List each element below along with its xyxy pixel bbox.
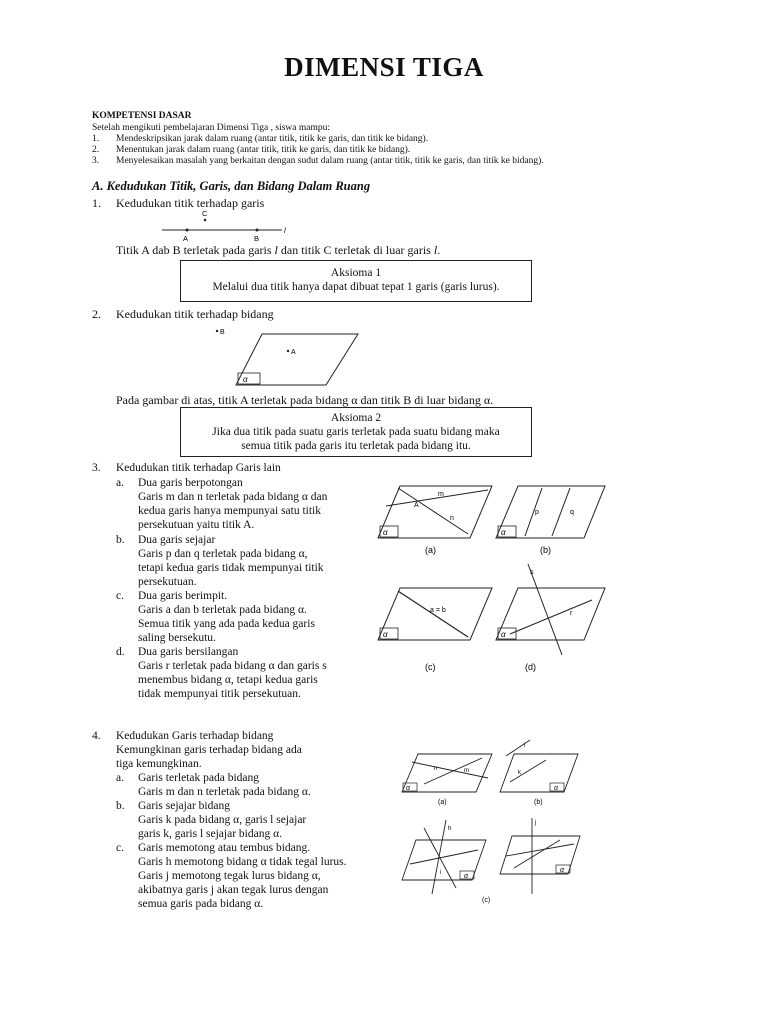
svg-text:(c): (c) (482, 897, 491, 904)
aksioma-2-title: Aksioma 2 (330, 412, 382, 424)
item-4-intro: Kemungkinan garis terhadap bidang ada (116, 744, 302, 756)
svg-text:i: i (440, 870, 442, 876)
label-c: C (202, 209, 208, 218)
svg-text:p: p (535, 509, 539, 516)
aksioma-2-line: semua titik pada garis itu terletak pada bidang itu. (241, 440, 471, 452)
item-2-num: 2. (92, 307, 101, 321)
figure-3a (378, 486, 492, 555)
kd-heading: KOMPETENSI DASAR (92, 111, 192, 121)
svg-text:A: A (414, 502, 419, 509)
kd-intro: Setelah mengikuti pembelajaran Dimensi Tiga , siswa mampu: (92, 123, 330, 133)
item-3a-title: Dua garis berpotongan (138, 477, 243, 489)
item-3c-line: saling bersekutu. (138, 632, 216, 644)
figure-3d (496, 564, 605, 672)
figure-4a (402, 754, 492, 806)
svg-text:α: α (501, 528, 506, 537)
kd-item-num: 3. (92, 156, 100, 166)
aksioma-1-title: Aksioma 1 (330, 267, 382, 279)
item-3d-line: tidak mempunyai titik persekutuan. (138, 688, 301, 700)
label-a: A (183, 234, 189, 243)
item-4c-line: akibatnya garis j akan tegak lurus dengan (138, 884, 329, 896)
item-3c-letter: c. (116, 590, 124, 602)
figure-4c (402, 818, 580, 904)
item-3d-line: menembus bidang α, tetapi kedua garis (138, 674, 318, 686)
label-b: B (220, 329, 225, 336)
svg-text:α: α (406, 785, 410, 792)
point-line-figure (160, 205, 290, 245)
figure-4b (500, 740, 578, 806)
svg-text:(a): (a) (438, 799, 447, 806)
item-4-intro: tiga kemungkinan. (116, 758, 202, 770)
svg-text:n: n (450, 515, 454, 522)
label-alpha: α (243, 375, 248, 384)
svg-text:l: l (524, 743, 526, 749)
section-a-heading: A. Kedudukan Titik, Garis, dan Bidang Dalam Ruang (92, 179, 371, 193)
svg-text:α: α (383, 630, 388, 639)
item-3a-line: Garis m dan n terletak pada bidang α dan (138, 491, 328, 503)
label-a: A (291, 349, 296, 356)
svg-text:α: α (501, 630, 506, 639)
svg-text:(b): (b) (534, 799, 543, 806)
item-4a-title: Garis terletak pada bidang (138, 772, 260, 784)
kd-item-num: 2. (92, 145, 100, 155)
svg-text:α: α (560, 867, 564, 874)
svg-text:r: r (570, 610, 573, 617)
item-4c-title: Garis memotong atau tembus bidang. (138, 842, 311, 854)
item-3-heading: Kedudukan titik terhadap Garis lain (116, 462, 281, 474)
item-4c-line: Garis h memotong bidang α tidak tegal lurus. (138, 856, 347, 868)
page-title: DIMENSI TIGA (284, 52, 484, 82)
figure-3c (378, 588, 492, 672)
item-3d-title: Dua garis bersilangan (138, 646, 239, 658)
aksioma-2-box (180, 407, 532, 457)
item-4b-line: Garis k pada bidang α, garis l sejajar (138, 814, 307, 826)
kd-item: Menentukan jarak dalam ruang (antar titik, titik ke garis, dan titik ke bidang). (116, 145, 411, 155)
item-4-num: 4. (92, 730, 101, 742)
item-3c-line: Garis a dan b terletak pada bidang α. (138, 604, 307, 616)
line-relations-figure (370, 470, 610, 685)
label-b: B (254, 234, 260, 243)
line-plane-figure (390, 738, 590, 906)
svg-text:(a): (a) (425, 545, 436, 555)
svg-text:h: h (448, 826, 452, 832)
svg-text:s: s (530, 569, 534, 576)
svg-text:k: k (518, 770, 521, 776)
item-3d-line: Garis r terletak pada bidang α dan garis s (138, 660, 327, 672)
kd-item-num: 1. (92, 134, 100, 144)
item-3a-line: kedua garis hanya mempunyai satu titik (138, 505, 321, 517)
item-3c-title: Dua garis berimpit. (138, 590, 228, 602)
svg-text:α: α (554, 785, 558, 792)
item-4b-title: Garis sejajar bidang (138, 800, 230, 812)
svg-text:α: α (464, 873, 468, 880)
item-4c-line: semua garis pada bidang α. (138, 898, 264, 910)
figure-3b (496, 486, 605, 555)
aksioma-1-body: Melalui dua titik hanya dapat dibuat tepat 1 garis (garis lurus). (212, 281, 500, 293)
item-4a-letter: a. (116, 772, 124, 784)
aksioma-2-line: Jika dua titik pada suatu garis terletak pada suatu bidang maka (212, 426, 500, 438)
item-4c-line: Garis j memotong tegak lurus bidang α, (138, 870, 321, 882)
item-4-heading: Kedudukan Garis terhadap bidang (116, 730, 274, 742)
point-plane-figure (210, 325, 370, 390)
item-4b-line: garis k, garis l sejajar bidang α. (138, 828, 282, 840)
svg-text:a = b: a = b (430, 607, 446, 614)
item-3b-title: Dua garis sejajar (138, 534, 216, 546)
svg-text:j: j (535, 820, 537, 826)
item-2-heading: Kedudukan titik terhadap bidang (116, 307, 274, 321)
item-3b-letter: b. (116, 534, 125, 546)
item-3a-line: persekutuan yaitu titik A. (138, 519, 255, 531)
kd-item: Menyelesaikan masalah yang berkaitan dengan sudut dalam ruang (antar titik, titik ke garis, dan titik ke bidang). (116, 156, 544, 166)
label-l: l (284, 226, 286, 235)
item-3a-letter: a. (116, 477, 124, 489)
svg-text:(b): (b) (540, 545, 551, 555)
item-3b-line: Garis p dan q terletak pada bidang α, (138, 548, 308, 560)
svg-text:α: α (383, 528, 388, 537)
svg-text:n: n (434, 766, 438, 772)
item-4b-letter: b. (116, 800, 125, 812)
item-4a-line: Garis m dan n terletak pada bidang α. (138, 786, 311, 798)
item-3-num: 3. (92, 462, 101, 474)
svg-text:q: q (570, 509, 574, 516)
item-3c-line: Semua titik yang ada pada kedua garis (138, 618, 315, 630)
item-4c-letter: c. (116, 842, 124, 854)
svg-text:(c): (c) (425, 662, 436, 672)
kd-item: Mendeskripsikan jarak dalam ruang (antar titik, titik ke garis, dan titik ke bidang). (116, 134, 429, 144)
item-1-description: Titik A dab B terletak pada garis l dan titik C terletak di luar garis l. (116, 243, 441, 257)
item-1-heading: Kedudukan titik terhadap garis (116, 196, 265, 210)
item-1-num: 1. (92, 196, 101, 210)
item-3d-letter: d. (116, 646, 125, 658)
item-3b-line: persekutuan. (138, 576, 197, 588)
svg-text:m: m (464, 768, 469, 774)
item-2-description: Pada gambar di atas, titik A terletak pada bidang α dan titik B di luar bidang α. (116, 393, 494, 407)
svg-text:(d): (d) (525, 662, 536, 672)
aksioma-1-box (180, 260, 532, 302)
svg-text:m: m (438, 491, 444, 498)
item-3b-line: tetapi kedua garis tidak mempunyai titik (138, 562, 324, 574)
